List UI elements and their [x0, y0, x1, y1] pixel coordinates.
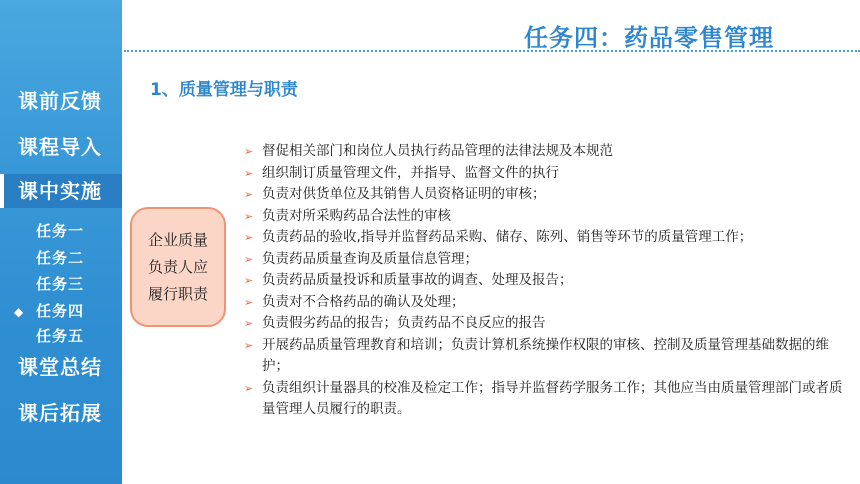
arrow-bullet-icon: ➢: [244, 231, 254, 244]
list-item: [244, 313, 850, 335]
role-line: 企业质量: [147, 230, 208, 249]
duty-text: 负责药品质量查询及质量信息管理；: [262, 250, 478, 267]
duty-text: 负责对供货单位及其销售人员资格证明的审核；: [262, 186, 546, 202]
role-line: 履行职责: [147, 284, 208, 303]
nav-subitem-task-2[interactable]: 任务二: [36, 249, 85, 267]
duty-text: 负责假劣药品的报告；负责药品不良反应的报告: [262, 315, 546, 331]
duty-text: 负责对不合格药品的确认及处理；: [262, 293, 465, 310]
nav-subitem-task-5[interactable]: 任务五: [36, 327, 85, 345]
list-item: [244, 249, 850, 271]
duty-text: 组织制订质量管理文件，并指导、监督文件的执行: [262, 164, 559, 181]
role-box: [130, 207, 226, 327]
list-item: [244, 227, 850, 249]
duty-text: 开展药品质量管理教育和培训；负责计算机系统操作权限的审核、控制及质量管理基础数据的维护；: [262, 336, 829, 374]
section-title: 1、质量管理与职责: [150, 80, 298, 100]
arrow-bullet-icon: ➢: [244, 209, 254, 223]
arrow-bullet-icon: ➢: [244, 252, 254, 266]
duty-text: 负责药品的验收,指导并监督药品采购、储存、陈列、销售等环节的质量管理工作；: [262, 229, 753, 245]
arrow-bullet-icon: ➢: [244, 145, 254, 158]
nav-item-after-class-extension[interactable]: 课后拓展: [18, 401, 102, 425]
nav-item-pre-class-feedback[interactable]: 课前反馈: [18, 89, 102, 113]
duty-text: 负责对所采购药品合法性的审核: [262, 207, 451, 224]
list-item: [244, 141, 850, 163]
nav-item-course-intro[interactable]: 课程导入: [18, 135, 102, 159]
nav-subitem-task-3[interactable]: 任务三: [36, 275, 85, 293]
arrow-bullet-icon: ➢: [244, 188, 254, 201]
duties-list: [244, 141, 850, 421]
duty-text: 督促相关部门和岗位人员执行药品管理的法律法规及本规范: [262, 143, 613, 159]
nav-item-class-summary[interactable]: 课堂总结: [18, 355, 102, 379]
arrow-bullet-icon: ➢: [244, 317, 254, 330]
list-item: [244, 335, 850, 378]
sidebar: [0, 0, 122, 484]
arrow-bullet-icon: ➢: [244, 295, 254, 309]
arrow-bullet-icon: ➢: [244, 166, 254, 180]
duty-text: 负责药品质量投诉和质量事故的调查、处理及报告；: [262, 272, 573, 288]
list-item: [244, 270, 850, 292]
duty-text: 负责组织计量器具的校准及检定工作；指导并监督药学服务工作；其他应当由质量管理部门或者质量管理人员履行的职责。: [262, 379, 843, 417]
nav-item-in-class-implementation[interactable]: 课中实施: [0, 174, 122, 208]
list-item: [244, 163, 850, 185]
nav-subitem-label: 任务四: [36, 302, 85, 320]
active-diamond-icon: ◆: [14, 305, 25, 319]
header-divider: [124, 50, 860, 52]
page-title: 任务四：药品零售管理: [524, 24, 774, 52]
list-item: [244, 378, 850, 421]
list-item: [244, 292, 850, 314]
nav-subitem-task-4[interactable]: [0, 300, 122, 322]
role-line: 负责人应: [147, 257, 208, 276]
list-item: [244, 184, 850, 206]
nav-subitem-task-1[interactable]: 任务一: [36, 222, 85, 240]
arrow-bullet-icon: ➢: [244, 338, 254, 352]
list-item: [244, 206, 850, 228]
arrow-bullet-icon: ➢: [244, 381, 254, 395]
arrow-bullet-icon: ➢: [244, 274, 254, 287]
